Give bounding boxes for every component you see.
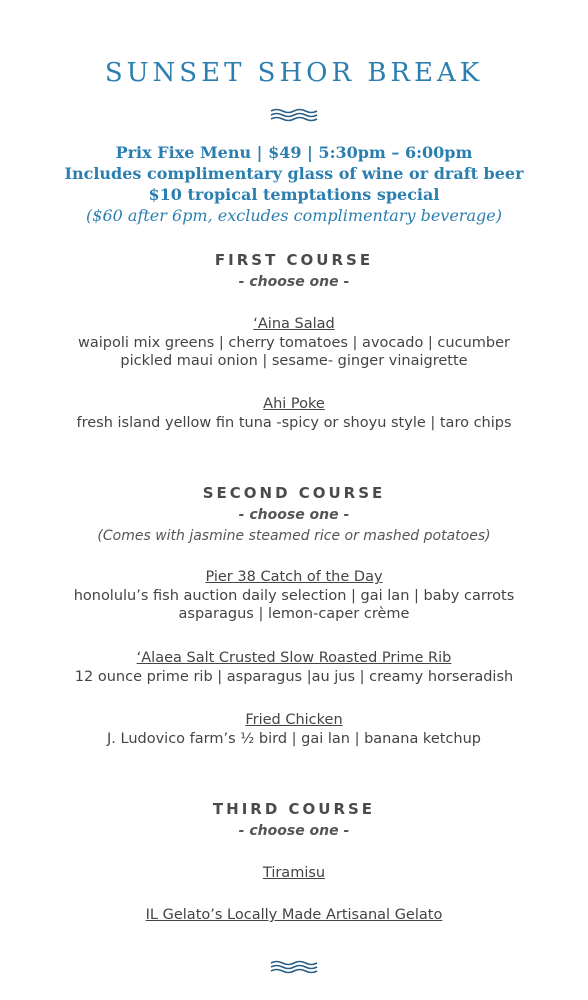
menu-item-name: Pier 38 Catch of the Day: [205, 569, 383, 585]
menu-item-name: IL Gelato’s Locally Made Artisanal Gelato: [145, 907, 443, 923]
menu-item: [0, 905, 588, 925]
menu-item: [0, 710, 588, 748]
waves-icon: [270, 960, 318, 974]
menu-item-name: Fried Chicken: [245, 712, 343, 728]
second-course-note: (Comes with jasmine steamed rice or mashed potatoes): [97, 528, 491, 544]
tropical-special: $10 tropical temptations special: [148, 185, 440, 204]
late-price-note: ($60 after 6pm, excludes complimentary beverage): [86, 206, 502, 225]
menu-item-description: waipoli mix greens | cherry tomatoes | avocado | cucumber: [78, 335, 510, 351]
menu-item-description: asparagus | lemon-caper crème: [178, 606, 410, 622]
menu-item-name: Ahi Poke: [263, 396, 325, 412]
menu-item: [0, 863, 588, 883]
menu-item-description: honolulu’s fish auction daily selection | gai lan | baby carrots: [73, 588, 515, 604]
menu-item: [0, 394, 588, 432]
prix-fixe-price: Prix Fixe Menu | $49 | 5:30pm – 6:00pm: [115, 143, 473, 162]
menu-item-name: ‘Aina Salad: [253, 316, 335, 332]
menu-item: [0, 314, 588, 370]
menu-item-description: 12 ounce prime rib | asparagus |au jus | creamy horseradish: [74, 669, 514, 685]
third-course-title: THIRD COURSE: [212, 800, 376, 818]
menu-item-name: Tiramisu: [262, 865, 326, 881]
first-course-choose: - choose one -: [238, 274, 350, 290]
menu-item-description: fresh island yellow fin tuna -spicy or shoyu style | taro chips: [76, 415, 512, 431]
prix-fixe-info: [0, 142, 588, 226]
third-course-choose: - choose one -: [238, 823, 350, 839]
first-course-title: FIRST COURSE: [214, 251, 374, 269]
second-course-choose: - choose one -: [238, 507, 350, 523]
complimentary-drink: Includes complimentary glass of wine or draft beer: [64, 164, 524, 183]
second-course-title: SECOND COURSE: [202, 484, 386, 502]
menu-item: [0, 567, 588, 623]
menu-item: [0, 648, 588, 686]
menu-item-name: ‘Alaea Salt Crusted Slow Roasted Prime Rib: [136, 650, 452, 666]
waves-icon: [270, 108, 318, 122]
restaurant-title: SUNSET SHOR BREAK: [104, 58, 484, 88]
menu-item-description: pickled maui onion | sesame- ginger vinaigrette: [120, 353, 468, 369]
menu-item-description: J. Ludovico farm’s ½ bird | gai lan | banana ketchup: [107, 731, 481, 747]
